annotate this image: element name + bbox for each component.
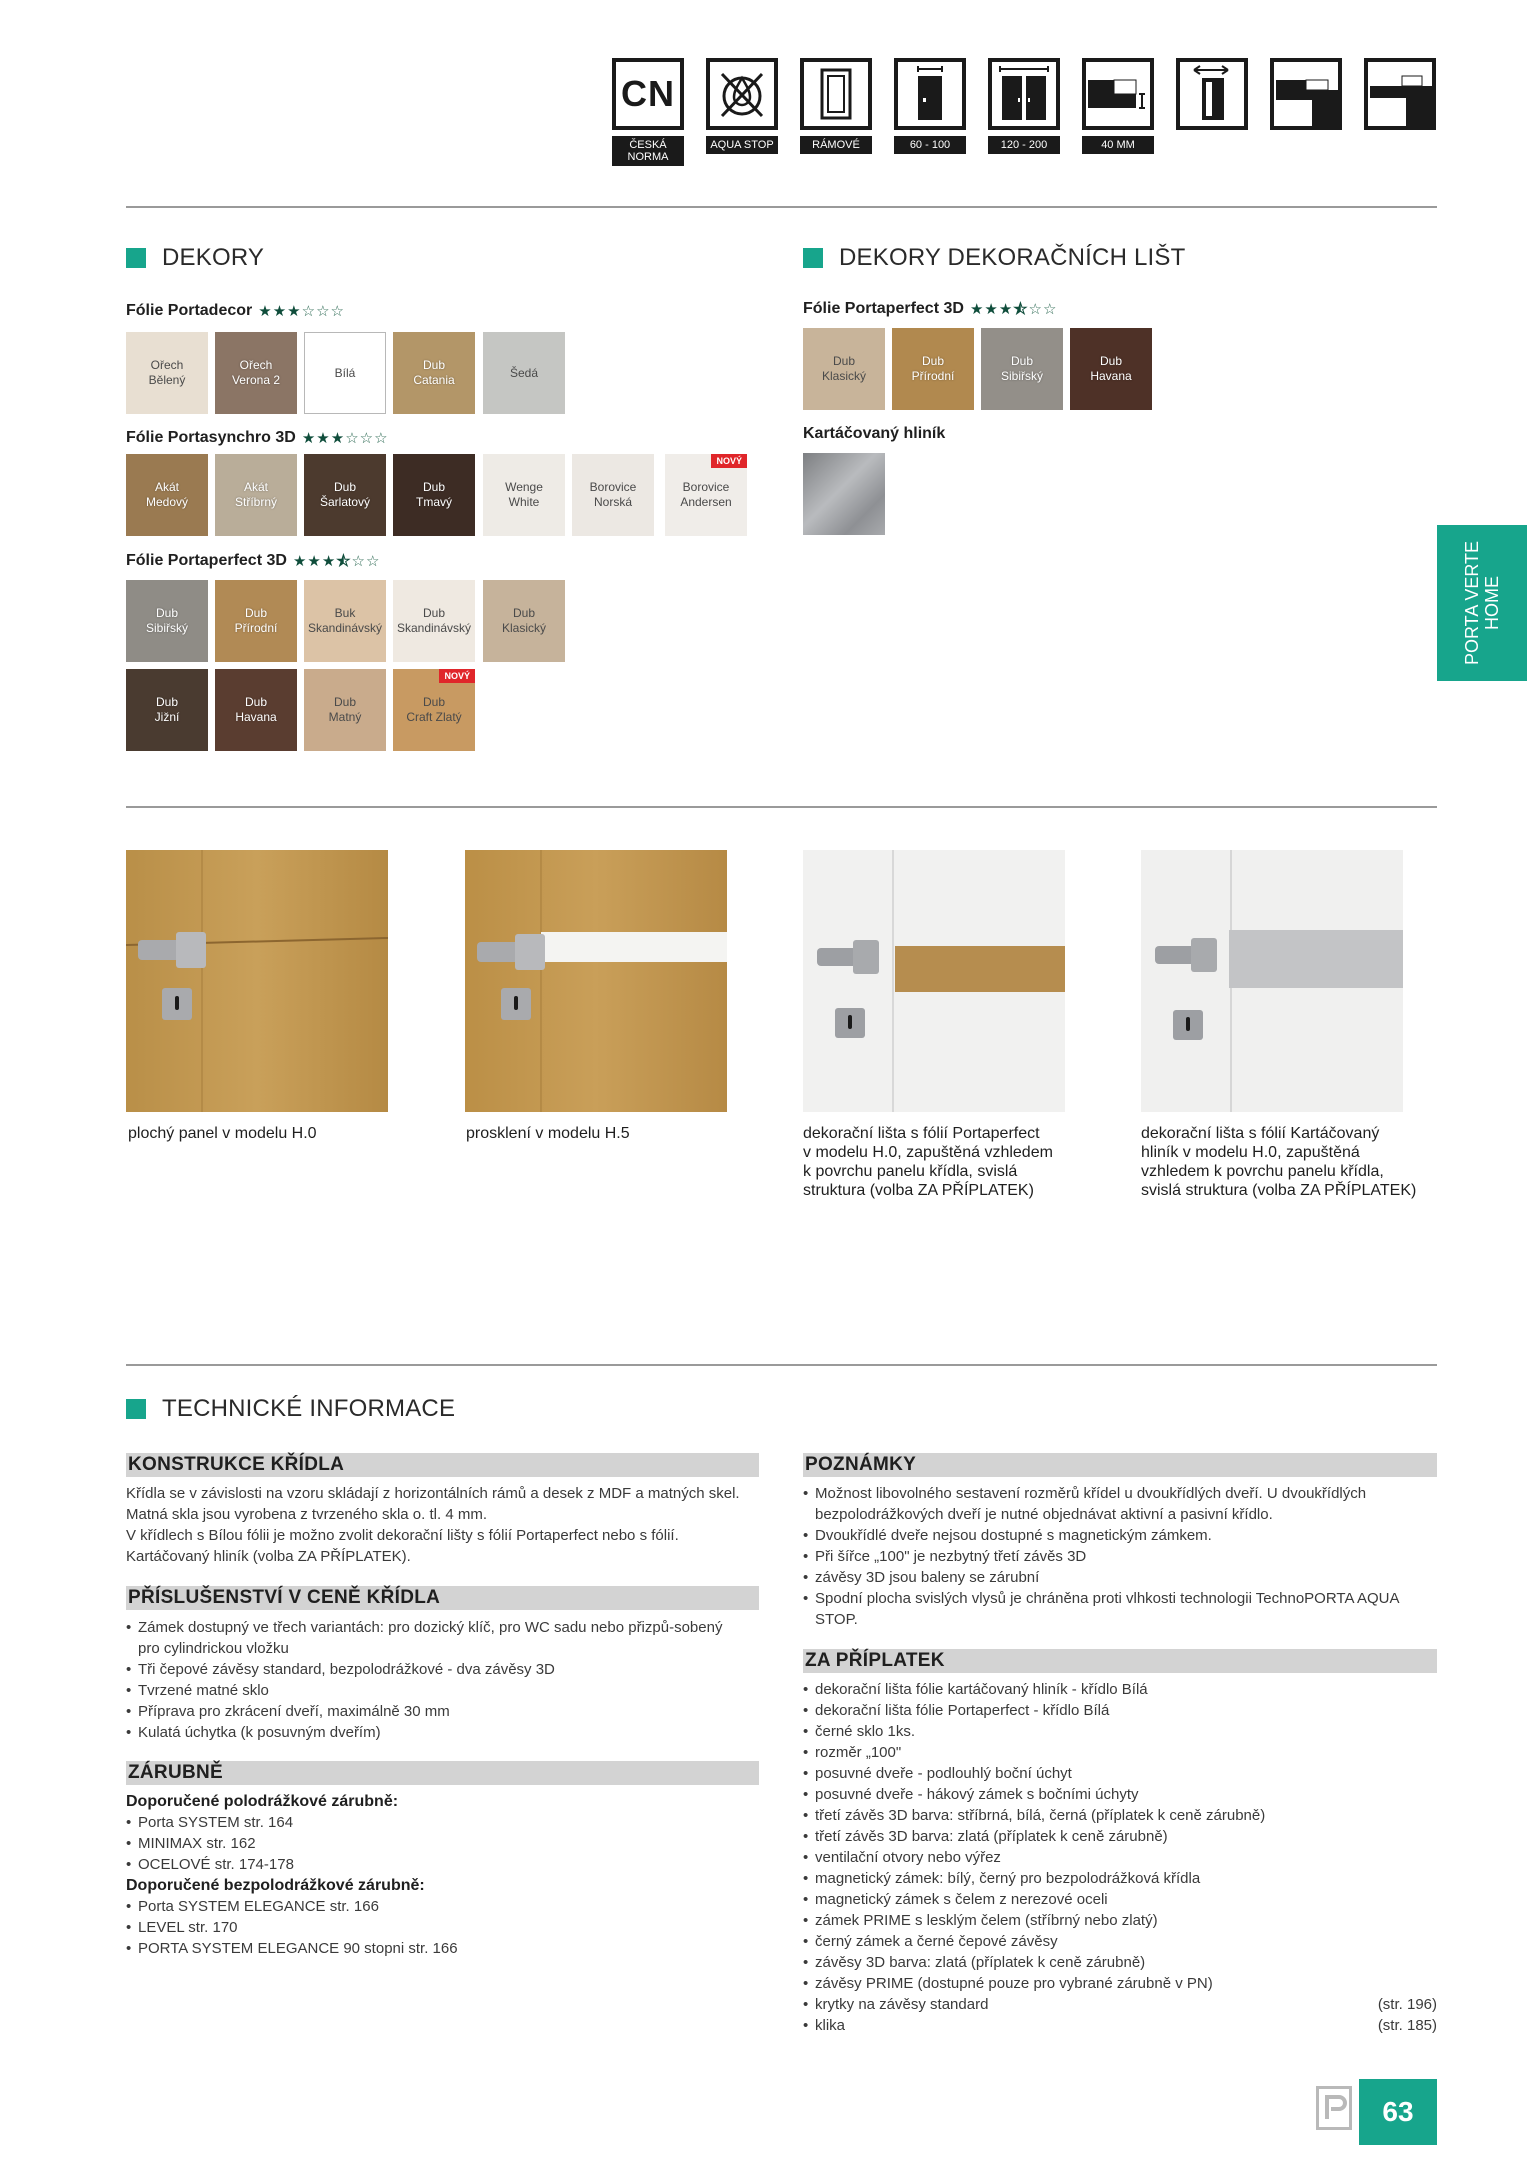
double-door-icon <box>988 58 1060 154</box>
tech-title: TECHNICKÉ INFORMACE <box>126 1395 455 1423</box>
star-half-icon: ⯪ <box>1013 300 1028 318</box>
swatch-label: Dub Craft Zlatý <box>406 695 462 724</box>
list-item: • klika (str. 185) <box>803 2015 1437 2036</box>
divider <box>126 1364 1437 1366</box>
list-item: • OCELOVÉ str. 174-178 <box>126 1854 746 1875</box>
swatch-label: Dub Skandinávský <box>396 606 472 635</box>
list-item: • závěsy 3D barva: zlatá (příplatek k ceně zárubně) <box>803 1952 1437 1973</box>
divider <box>126 806 1437 808</box>
list-item: • magnetický zámek: bílý, černý pro bezpolodrážková křídla <box>803 1868 1437 1889</box>
star-half-icon: ⯪ <box>336 552 351 570</box>
zarubne-sub1: Doporučené polodrážkové zárubně: <box>126 1793 399 1810</box>
swatch-label: Dub Přírodní <box>234 606 278 635</box>
star-full-icon: ★ <box>984 300 998 318</box>
swatch-label: Dub Matný <box>328 695 362 724</box>
side-tab <box>1437 525 1527 681</box>
thickness-icon <box>1082 58 1154 154</box>
star-empty-icon: ☆ <box>301 302 316 320</box>
list-item: • Tři čepové závěsy standard, bezpolodrážkové - dva závěsy 3D <box>126 1659 746 1680</box>
photo-portaperfect-strip <box>803 850 1065 1112</box>
swatch-label: Borovice Norská <box>589 480 637 509</box>
swatch <box>215 669 297 751</box>
rating-stars <box>970 302 1056 317</box>
swatch <box>126 580 208 662</box>
swatch <box>304 332 386 414</box>
swatch-label: Dub Sibiřský <box>1000 354 1043 383</box>
list-item: • závěsy 3D jsou baleny se zárubní <box>803 1567 1437 1588</box>
swatch <box>215 332 297 414</box>
group-title-portaperfect: Fólie Portaperfect 3D ★ ★ ★ ⯪ ☆ ☆ <box>126 552 380 570</box>
photo-flat-panel <box>126 850 388 1112</box>
group-title-aluminium: Kartáčovaný hliník <box>803 425 946 442</box>
swatch <box>304 669 386 751</box>
swatch <box>393 454 475 536</box>
priplatek-heading: ZA PŘÍPLATEK <box>803 1649 1437 1673</box>
zarubne-sub2: Doporučené bezpolodrážkové zárubně: <box>126 1877 425 1894</box>
star-full-icon: ★ <box>301 429 316 447</box>
rebated-door-icon <box>1270 58 1342 130</box>
flush-door-icon <box>1364 58 1436 130</box>
icon-caption: 40 MM <box>1082 136 1154 154</box>
list-item: • zámek PRIME s lesklým čelem (stříbrný nebo zlatý) <box>803 1910 1437 1931</box>
star-empty-icon: ☆ <box>365 552 380 570</box>
swatch-label: Dub Tmavý <box>416 480 452 509</box>
list-item: • MINIMAX str. 162 <box>126 1833 746 1854</box>
frame-door-icon <box>800 58 872 154</box>
swatch-label: Šedá <box>509 365 539 380</box>
icon-caption: RÁMOVÉ <box>800 136 872 154</box>
star-full-icon: ★ <box>287 302 301 320</box>
swatch-label: Borovice Andersen <box>680 480 732 509</box>
swatch <box>393 332 475 414</box>
listy-title: DEKORY DEKORAČNÍCH LIŠT <box>803 244 1185 272</box>
star-empty-icon: ☆ <box>345 429 359 447</box>
new-badge: NOVÝ <box>439 669 475 683</box>
swatch <box>1070 328 1152 410</box>
single-door-icon <box>894 58 966 154</box>
dekory-title: DEKORY <box>126 244 264 272</box>
star-empty-icon: ☆ <box>351 552 365 570</box>
list-item: • Porta SYSTEM str. 164 <box>126 1812 746 1833</box>
swatch-label: Dub Sibiřský <box>145 606 188 635</box>
swatch-label: Dub Šarlatový <box>319 480 371 509</box>
feature-icons <box>612 58 1442 168</box>
page-number: 63 <box>1359 2079 1437 2145</box>
star-empty-icon: ☆ <box>316 302 330 320</box>
photo-aluminium-strip <box>1141 850 1403 1112</box>
swatch <box>665 454 747 536</box>
list-item: • černý zámek a černé čepové závěsy <box>803 1931 1437 1952</box>
group-title-portasynchro: Fólie Portasynchro 3D ★ ★ ★ ☆ ☆ ☆ <box>126 429 388 447</box>
star-full-icon: ★ <box>969 300 984 318</box>
star-full-icon: ★ <box>321 552 336 570</box>
list-item: • Spodní plocha svislých vlysů je chráněna proti vlhkosti technologii TechnoPORTA AQUA STOP. <box>803 1588 1437 1630</box>
list-item: • třetí závěs 3D barva: zlatá (příplatek k ceně zárubně) <box>803 1826 1437 1847</box>
star-empty-icon: ☆ <box>359 429 374 447</box>
side-tab-line: HOME <box>1482 576 1502 631</box>
section-marker <box>803 248 823 268</box>
star-full-icon: ★ <box>292 552 307 570</box>
poznamky-list <box>803 1483 1437 1630</box>
swatch-label: Ořech Verona 2 <box>231 358 281 387</box>
list-item: • Při šířce „100" je nezbytný třetí závěs 3D <box>803 1546 1437 1567</box>
cn-norm-icon: CN ČESKÁ NORMA <box>612 58 684 166</box>
star-full-icon: ★ <box>258 302 272 320</box>
list-item: • magnetický zámek s čelem z nerezové oceli <box>803 1889 1437 1910</box>
list-item: • dekorační lišta fólie kartáčovaný hliník - křídlo Bílá <box>803 1679 1437 1700</box>
zarubne-list2 <box>126 1896 746 1959</box>
photo-caption: dekorační lišta s fólií Kartáčovaný hliník v modelu H.0, zapuštěná vzhledem k povrchu panelu křídla, svislá struktura (volba ZA PŘÍPLATEK) <box>1141 1125 1417 1199</box>
star-empty-icon: ☆ <box>1042 300 1057 318</box>
swatch-label: Dub Klasický <box>501 606 546 635</box>
swatch-label: Dub Catania <box>413 358 455 387</box>
icon-caption: ČESKÁ NORMA <box>612 136 684 166</box>
list-item: • LEVEL str. 170 <box>126 1917 746 1938</box>
star-empty-icon: ☆ <box>1028 300 1042 318</box>
section-marker <box>126 1399 146 1419</box>
list-item: • rozměr „100" <box>803 1742 1437 1763</box>
star-full-icon: ★ <box>330 429 345 447</box>
star-empty-icon: ☆ <box>374 429 388 447</box>
swatch-label: Akát Medový <box>145 480 189 509</box>
swatch-label: Buk Skandinávský <box>307 606 383 635</box>
photo-caption: prosklení v modelu H.5 <box>466 1125 630 1142</box>
swatch-label: Akát Stříbrný <box>234 480 277 509</box>
icon-caption: 60 - 100 <box>894 136 966 154</box>
list-item: • dekorační lišta fólie Portaperfect - křídlo Bílá <box>803 1700 1437 1721</box>
swatch <box>892 328 974 410</box>
swatch-label: Bílá <box>334 365 356 380</box>
list-item: • krytky na závěsy standard (str. 196) <box>803 1994 1437 2015</box>
list-item: • ventilační otvory nebo výřez <box>803 1847 1437 1868</box>
list-item: • závěsy PRIME (dostupné pouze pro vybrané zárubně v PN) <box>803 1973 1437 1994</box>
swatch-label: Dub Jižní <box>154 695 180 724</box>
list-item: • Porta SYSTEM ELEGANCE str. 166 <box>126 1896 746 1917</box>
swatch-label: Dub Přírodní <box>911 354 955 383</box>
icon-caption: AQUA STOP <box>706 136 778 154</box>
star-full-icon: ★ <box>998 300 1013 318</box>
list-item: • černé sklo 1ks. <box>803 1721 1437 1742</box>
photo-caption: plochý panel v modelu H.0 <box>128 1125 317 1142</box>
priplatek-list <box>803 1679 1437 2036</box>
swatch <box>215 580 297 662</box>
poznamky-heading: POZNÁMKY <box>803 1453 1437 1477</box>
swatch <box>803 328 885 410</box>
zarubne-list1 <box>126 1812 746 1875</box>
side-tab-line: PORTA VERTE <box>1462 540 1482 666</box>
list-item: • Dvoukřídlé dveře nejsou dostupné s magnetickým zámkem. <box>803 1525 1437 1546</box>
swatch <box>304 454 386 536</box>
swatch <box>572 454 654 536</box>
list-item: • Tvrzené matné sklo <box>126 1680 746 1701</box>
swatch <box>483 454 565 536</box>
list-item: • posuvné dveře - hákový zámek s bočními úchyty <box>803 1784 1437 1805</box>
star-full-icon: ★ <box>307 552 321 570</box>
star-full-icon: ★ <box>316 429 330 447</box>
swatch <box>126 454 208 536</box>
swatch <box>126 669 208 751</box>
photo-caption: dekorační lišta s fólií Portaperfect v modelu H.0, zapuštěná vzhledem k povrchu panelu křídla, svislá struktura (volba ZA PŘÍPLATEK) <box>803 1125 1053 1199</box>
list-item: • Příprava pro zkrácení dveří, maximálně 30 mm <box>126 1701 746 1722</box>
list-item: • PORTA SYSTEM ELEGANCE 90 stopni str. 166 <box>126 1938 746 1959</box>
swatch <box>215 454 297 536</box>
swatch <box>393 580 475 662</box>
list-item: • Kulatá úchytka (k posuvným dveřím) <box>126 1722 746 1743</box>
photo-glazing <box>465 850 727 1112</box>
swatch <box>483 332 565 414</box>
list-item: • posuvné dveře - podlouhlý boční úchyt <box>803 1763 1437 1784</box>
star-empty-icon: ☆ <box>330 302 344 320</box>
aqua-stop-icon <box>706 58 778 154</box>
rating-stars <box>302 431 388 446</box>
rating-stars <box>293 554 379 569</box>
swatch-brushed-aluminium <box>803 453 885 535</box>
group-title-portadecor: Fólie Portadecor ★ ★ ★ ☆ ☆ ☆ <box>126 302 344 320</box>
list-item: • Zámek dostupný ve třech variantách: pro dozický klíč, pro WC sadu nebo přizpů-sobený pro cylindrickou vložku <box>126 1617 746 1659</box>
swatch-label: Dub Havana <box>235 695 277 724</box>
porta-logo-icon <box>1316 2086 1352 2130</box>
icon-caption: 120 - 200 <box>988 136 1060 154</box>
group-title-listy: Fólie Portaperfect 3D ★ ★ ★ ⯪ ☆ ☆ <box>803 300 1057 318</box>
swatch <box>483 580 565 662</box>
list-item: • Možnost libovolného sestavení rozměrů křídel u dvoukřídlých dveří. U dvoukřídlých bezpolodrážkových dveří je nutné objednávat aktivní a pasivní křídlo. <box>803 1483 1437 1525</box>
swatch <box>304 580 386 662</box>
swatch-label: Ořech Bělený <box>148 358 186 387</box>
swatch-label: Wenge White <box>505 480 543 509</box>
section-marker <box>126 248 146 268</box>
prislusenstvi-list <box>126 1617 746 1743</box>
rating-stars <box>258 304 344 319</box>
star-full-icon: ★ <box>272 302 287 320</box>
list-item: • třetí závěs 3D barva: stříbrná, bílá, černá (příplatek k ceně zárubně) <box>803 1805 1437 1826</box>
swatch-label: Dub Havana <box>1090 354 1132 383</box>
konstrukce-heading: KONSTRUKCE KŘÍDLA <box>126 1453 759 1477</box>
swatch <box>393 669 475 751</box>
konstrukce-text: Křídla se v závislosti na vzoru skládají z horizontálních rámů a desek z MDF a matných skel. Matná skla jsou vyrobena z tvrzeného skla o. tl. 4 mm. V křídlech s Bílou fólii je možno zvolit dekorační lišty s fólií Portaperfect nebo s fólií. Kartáčovaný hliník (volba ZA PŘÍPLATEK). <box>126 1485 740 1565</box>
swatch <box>981 328 1063 410</box>
swatch-label: Dub Klasický <box>821 354 866 383</box>
zarubne-heading: ZÁRUBNĚ <box>126 1761 759 1785</box>
divider <box>126 206 1437 208</box>
new-badge: NOVÝ <box>711 454 747 468</box>
swatch <box>126 332 208 414</box>
door-width-icon <box>1176 58 1248 130</box>
prislusenstvi-heading: PŘÍSLUŠENSTVÍ V CENĚ KŘÍDLA <box>126 1586 759 1610</box>
